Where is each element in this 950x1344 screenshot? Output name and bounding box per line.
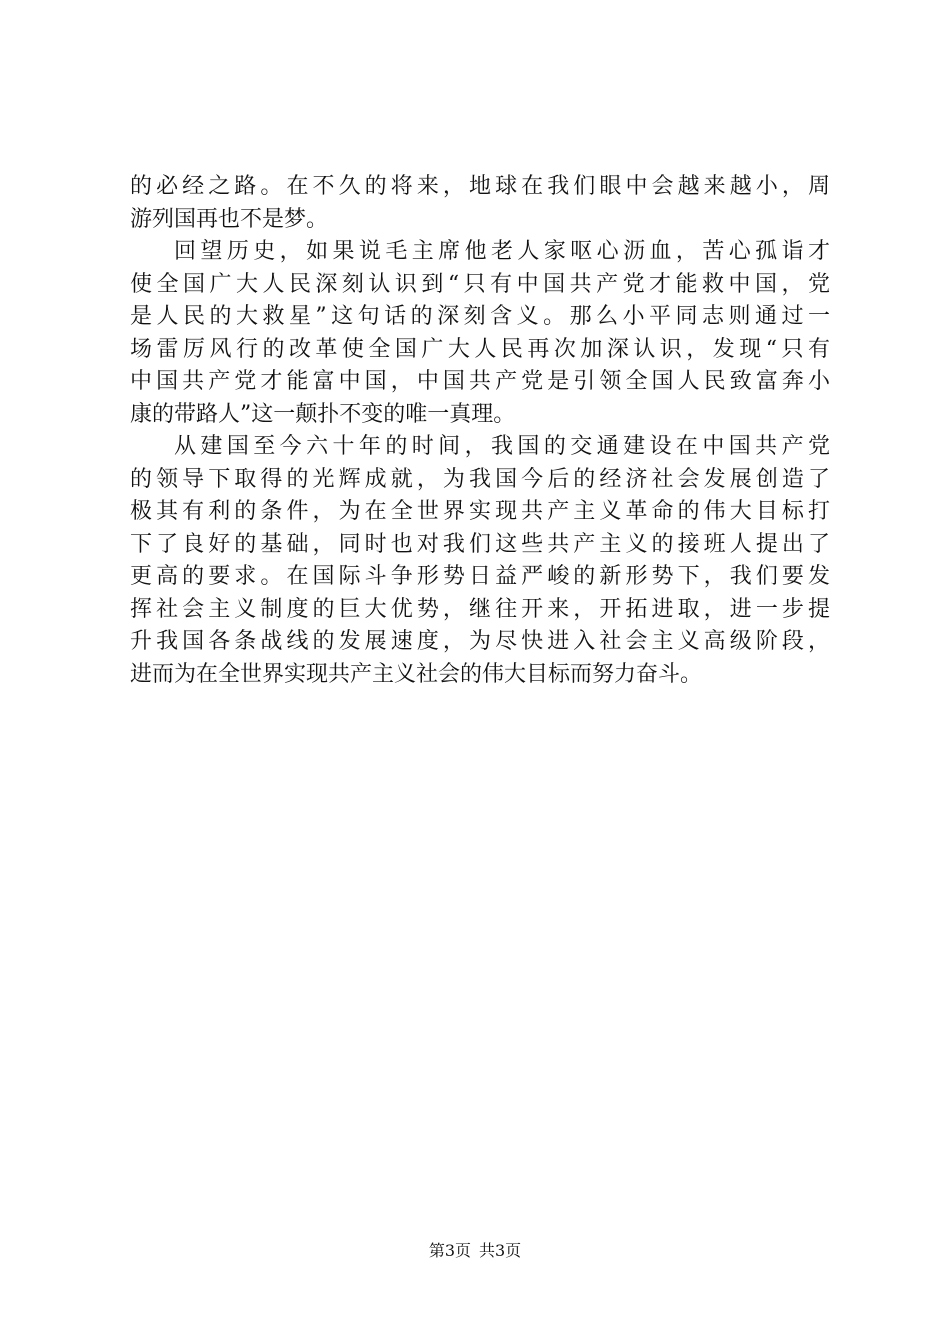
text-line: 下了良好的基础，同时也对我们这些共产主义的接班人提出了: [130, 531, 830, 557]
text-line: 中国共产党才能富中国，中国共产党是引领全国人民致富奔小: [130, 369, 830, 394]
page-total: 共3页: [479, 1241, 522, 1260]
page-number: 第3页: [428, 1241, 471, 1260]
text-line: 场雷厉风行的改革使全国广大人民再次加深认识，发现“只有: [130, 336, 830, 362]
document-body: [130, 171, 830, 691]
text-line: 游列国再也不是梦。: [130, 206, 329, 232]
text-line: 是人民的大救星”这句话的深刻含义。那么小平同志则通过一: [130, 304, 830, 329]
text-line: 的领导下取得的光辉成就，为我国今后的经济社会发展创造了: [130, 466, 830, 492]
page-footer: [0, 1241, 950, 1261]
paragraph-start-line: 回望历史，如果说毛主席他老人家呕心沥血，苦心孤诣才: [174, 239, 830, 264]
text-line: 进而为在全世界实现共产主义社会的伟大目标而努力奋斗。: [130, 661, 703, 687]
text-line: 升我国各条战线的发展速度，为尽快进入社会主义高级阶段，: [130, 629, 830, 654]
text-line: 的必经之路。在不久的将来，地球在我们眼中会越来越小，周: [130, 174, 830, 199]
text-line: 康的带路人”这一颠扑不变的唯一真理。: [130, 401, 516, 427]
text-line: 挥社会主义制度的巨大优势，继往开来，开拓进取，进一步提: [130, 596, 830, 622]
text-line: 使全国广大人民深刻认识到“只有中国共产党才能救中国，党: [130, 271, 830, 297]
paragraph-start-line: 从建国至今六十年的时间，我国的交通建设在中国共产党: [174, 434, 830, 459]
text-line: 极其有利的条件，为在全世界实现共产主义革命的伟大目标打: [130, 499, 830, 524]
text-line: 更高的要求。在国际斗争形势日益严峻的新形势下，我们要发: [130, 564, 830, 589]
